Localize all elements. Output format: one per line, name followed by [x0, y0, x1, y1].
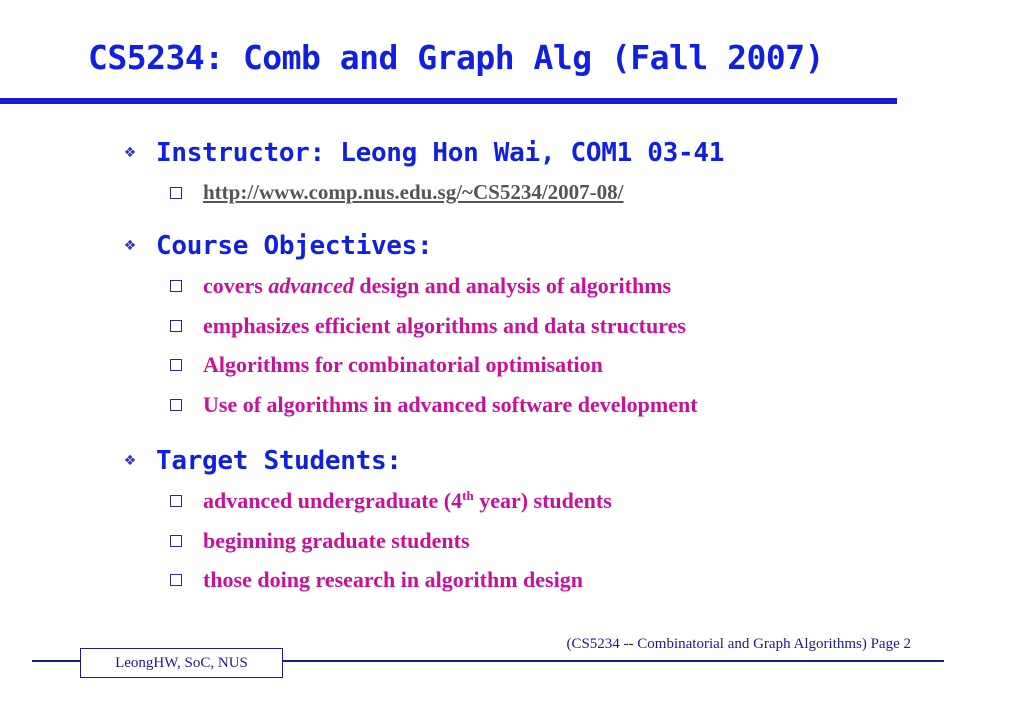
diamond-bullet-icon: ❖ [123, 453, 137, 469]
sub-bullet-emphasizes [170, 313, 686, 339]
sub-bullet-research [170, 567, 583, 593]
diamond-bullet-icon: ❖ [123, 238, 137, 254]
square-bullet-icon [170, 320, 182, 332]
square-bullet-icon [170, 574, 182, 586]
slide-title: CS5234: Comb and Graph Alg (Fall 2007) [88, 38, 824, 77]
sub-bullet-covers [170, 273, 671, 299]
target-students-label: Target Students: [156, 446, 402, 476]
footer-caption: (CS5234 -- Combinatorial and Graph Algorithms) Page 2 [566, 636, 911, 652]
sub-bullet-software [170, 392, 698, 418]
square-bullet-icon [170, 359, 182, 371]
student-graduate: beginning graduate students [203, 528, 470, 553]
sub-bullet-graduate [170, 528, 470, 554]
square-bullet-icon [170, 280, 182, 292]
student-undergrad: advanced undergraduate (4th year) students [203, 488, 612, 513]
objective-optimisation: Algorithms for combinatorial optimisation [203, 352, 603, 377]
bullet-instructor [120, 138, 724, 168]
square-bullet-icon [170, 399, 182, 411]
instructor-label: Instructor: Leong Hon Wai, COM1 03-41 [156, 138, 725, 168]
bullet-course-objectives [120, 231, 432, 261]
square-bullet-icon [170, 495, 182, 507]
sub-bullet-undergrad [170, 488, 612, 514]
course-url-link[interactable]: http://www.comp.nus.edu.sg/~CS5234/2007-08/ [203, 180, 624, 204]
student-research: those doing research in algorithm design [203, 567, 583, 592]
bullet-target-students [120, 446, 402, 476]
sub-bullet-url [170, 180, 623, 205]
square-bullet-icon [170, 187, 182, 199]
objective-software: Use of algorithms in advanced software development [203, 392, 698, 417]
course-objectives-label: Course Objectives: [156, 231, 433, 261]
objective-covers: covers advanced design and analysis of algorithms [203, 273, 672, 298]
diamond-bullet-icon: ❖ [123, 145, 137, 161]
square-bullet-icon [170, 535, 182, 547]
title-underline-rule [0, 98, 897, 104]
footer-author-box: LeongHW, SoC, NUS [80, 648, 283, 678]
objective-emphasizes: emphasizes efficient algorithms and data structures [203, 313, 686, 338]
sub-bullet-optimisation [170, 352, 603, 378]
